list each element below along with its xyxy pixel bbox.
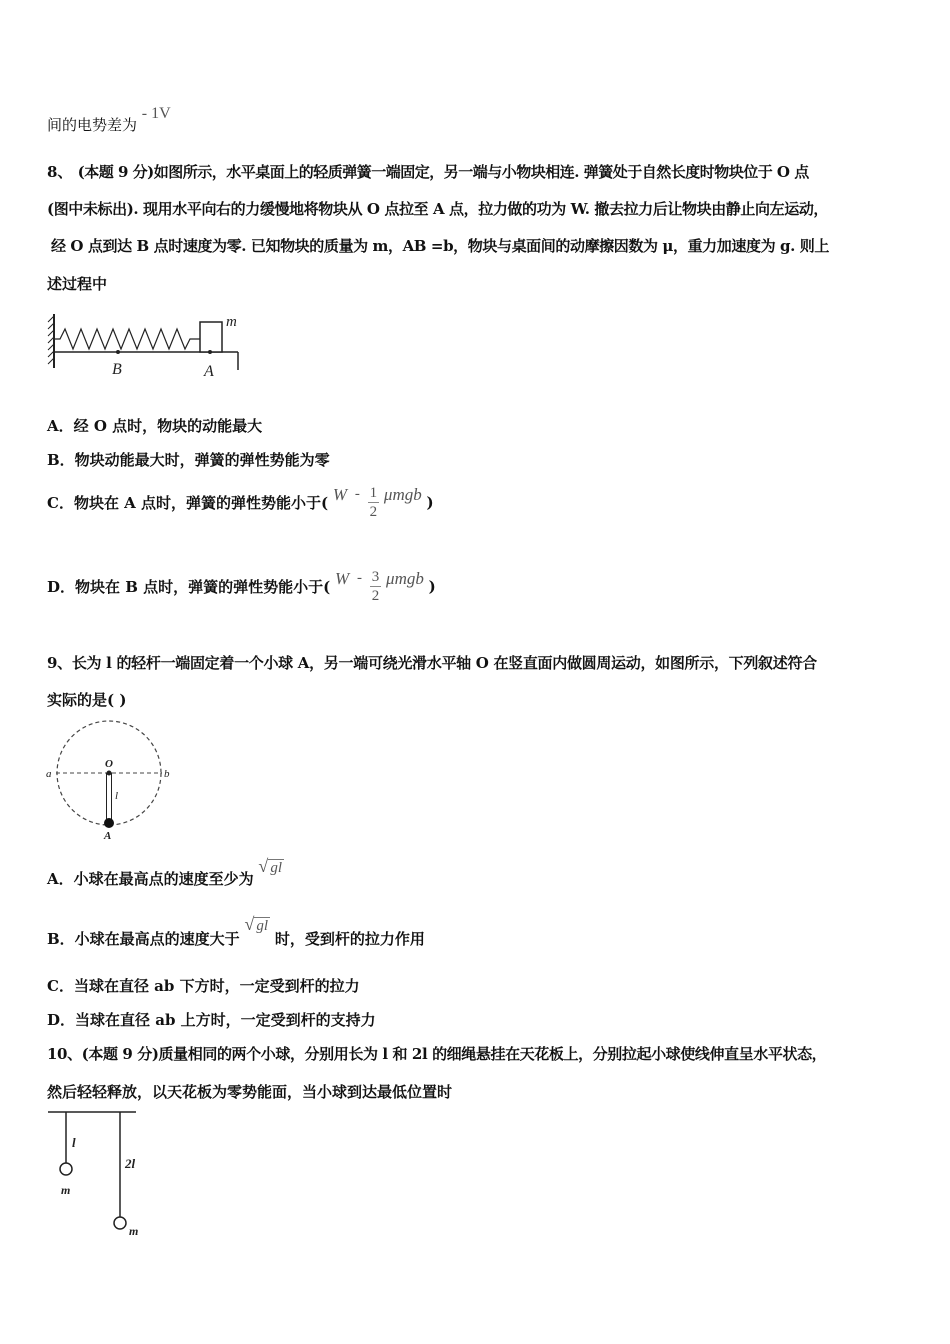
q8-line3: 经 O 点到达 B 点时速度为零. 已知物块的质量为 m，AB =b，物块与桌面间的动摩擦因数为 μ，重力加速度为 g. 则上: [51, 237, 829, 255]
q8-d-prefix: D．物块在 B 点时，弹簧的弹性势能小于(: [47, 578, 331, 596]
q9-a-text: A．小球在最高点的速度至少为: [47, 870, 254, 888]
q9-a-rad: gl: [270, 860, 282, 876]
q8-line4: 述过程中: [47, 275, 108, 293]
block: [200, 322, 222, 352]
q10-line2: 然后轻轻释放，以天花板为零势能面，当小球到达最低位置时: [47, 1083, 453, 1101]
label-B: B: [112, 361, 122, 378]
spring: [54, 329, 200, 349]
q8-line1: [47, 161, 809, 182]
q9-option-d[interactable]: D．当球在直径 ab 上方时，一定受到杆的支持力: [47, 1011, 376, 1029]
label-m1: m: [61, 1183, 71, 1197]
label-a: a: [46, 768, 52, 780]
q8-d-tail: μmgb: [386, 568, 424, 588]
label-m: m: [226, 314, 237, 330]
q10-pendulum-figure: [44, 1106, 154, 1241]
q7-tail-text: 间的电势差为: [47, 116, 138, 134]
label-b: b: [164, 768, 170, 780]
q9-a-sqrt: √ gl: [258, 856, 282, 876]
q8-option-a[interactable]: A．经 O 点时，物块的动能最大: [47, 417, 263, 435]
q8-d-minus: -: [356, 570, 362, 586]
q8-c-W: W: [332, 484, 348, 504]
q8-d-den: 2: [371, 588, 380, 604]
label-O: O: [105, 758, 113, 770]
q8-spring-figure: [40, 306, 260, 378]
q8-c-den: 2: [369, 504, 378, 520]
q8-c-tail: μmgb: [383, 484, 422, 504]
q8-line2: (图中未标出). 现用水平向右的力缓慢地将物块从 O 点拉至 A 点，拉力做的功为 W. 撤去拉力后让物块由静止向左运动，: [47, 200, 829, 218]
q8-number: 8、: [47, 163, 73, 181]
q8-d-W: W: [335, 568, 350, 588]
q8-option-d[interactable]: [47, 568, 436, 605]
q8-d-suffix: ): [428, 577, 436, 596]
q8-c-prefix: C．物块在 A 点时，弹簧的弹性势能小于(: [47, 494, 329, 512]
q8-option-c[interactable]: [47, 484, 434, 521]
q9-b-text: B．小球在最高点的速度大于: [47, 930, 240, 948]
q9-option-a[interactable]: [47, 856, 284, 888]
label-A: A: [204, 363, 214, 378]
q9-option-b[interactable]: [47, 914, 425, 948]
q8-c-suffix: ): [426, 493, 434, 512]
q8-option-b[interactable]: B．物块动能最大时，弹簧的弹性势能为零: [47, 451, 330, 469]
label-m2: m: [129, 1224, 139, 1238]
q7-tail-value: - 1V: [141, 105, 171, 122]
q8-c-minus: -: [354, 486, 360, 502]
q8-c-fraction: [368, 484, 380, 521]
q9-option-c[interactable]: C．当球在直径 ab 下方时，一定受到杆的拉力: [47, 977, 360, 995]
q9-line1: 9、长为 l 的轻杆一端固定着一个小球 A，另一端可绕光滑水平轴 O 在竖直面内做圆周运动，如图所示，下列叙述符合: [47, 654, 817, 672]
label-l: l: [115, 790, 119, 802]
q9-line2: 实际的是( ): [47, 691, 127, 709]
q9-circle-figure: [42, 718, 177, 843]
label-2l: 2l: [125, 1156, 136, 1171]
q8-c-num: 1: [369, 485, 378, 501]
label-A: A: [104, 830, 112, 842]
label-l: l: [72, 1135, 76, 1150]
q9-b-sqrt: √ gl: [244, 914, 269, 934]
q8-line1-text: (本题 9 分)如图所示，水平桌面上的轻质弹簧一端固定，另一端与小物块相连. 弹簧处于自然长度时物块位于 O 点: [77, 163, 809, 181]
q8-d-fraction: [370, 568, 382, 605]
q9-b-tail: 时，受到杆的拉力作用: [274, 930, 425, 948]
q9-b-rad: gl: [256, 918, 269, 934]
q10-line1: 10、(本题 9 分)质量相同的两个小球，分别用长为 l 和 2l 的细绳悬挂在天花板上，分别拉起小球使线伸直呈水平状态，: [47, 1045, 827, 1063]
q8-d-num: 3: [371, 569, 380, 585]
q7-tail: [47, 105, 171, 135]
